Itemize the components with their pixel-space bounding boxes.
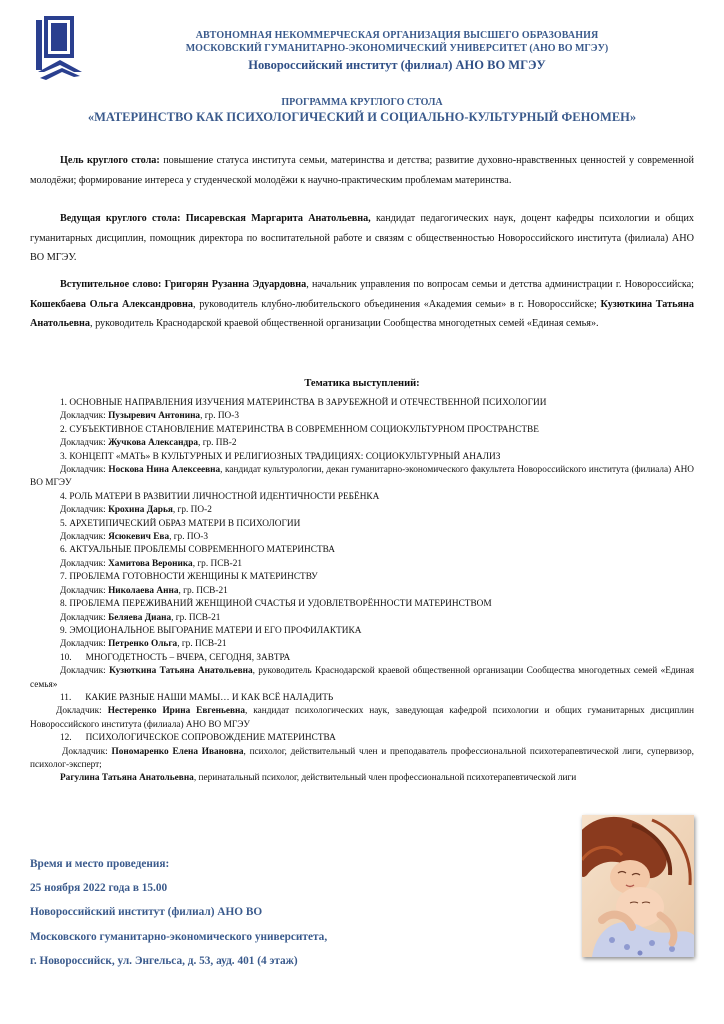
intro-text-3: , руководитель Краснодарской краевой общественной организации Сообщества многодетных семей «Единая семья». (89, 318, 599, 329)
topics-list (30, 397, 694, 786)
goal-paragraph (30, 151, 694, 190)
topic-title: 1. ОСНОВНЫЕ НАПРАВЛЕНИЯ ИЗУЧЕНИЯ МАТЕРИНСТВА В ЗАРУБЕЖНОЙ И ОТЕЧЕСТВЕННОЙ ПСИХОЛОГИИ (60, 398, 547, 408)
intro-paragraph (30, 275, 694, 334)
topic-speaker: Докладчик: Нестеренко Ирина Евгеньевна, кандидат психологических наук, заведующая кафедрой психологии и общих гуманитарных дисциплин Новороссийского института (филиала) АНО ВО МГЭУ (30, 706, 694, 730)
goal-text: повышение статуса института семьи, материнства и детства; развитие духовно-нравственных ценностей у современной молодёжи; формирование интереса у студенческой молодёжи к научно-практическим проблемам материнства. (30, 155, 694, 186)
intro-speaker-3: Кузюткина Татьяна Анатольевна (30, 298, 695, 329)
event-address: г. Новороссийск, ул. Энгельса, д. 53, ауд. 401 (4 этаж) (30, 954, 298, 967)
goal-label: Цель круглого стола: (60, 155, 160, 166)
topic-speaker-2: Рагулина Татьяна Анатольевна, перинатальный психолог, действительный член профессиональной психотерапевтической лиги (60, 773, 577, 784)
org-name-line-2: МОСКОВСКИЙ ГУМАНИТАРНО-ЭКОНОМИЧЕСКИЙ УНИВЕРСИТЕТ (АНО ВО МГЭУ) (185, 43, 609, 54)
mother-child-painting (582, 815, 694, 957)
topic-speaker: Докладчик: Хамитова Вероника, гр. ПСВ-21 (60, 558, 242, 569)
topic-title: 12. ПСИХОЛОГИЧЕСКОЕ СОПРОВОЖДЕНИЕ МАТЕРИНСТВА (60, 733, 336, 744)
topic-title: 8. ПРОБЛЕМА ПЕРЕЖИВАНИЙ ЖЕНЩИНОЙ СЧАСТЬЯ И УДОВЛЕТВОРЁННОСТИ МАТЕРИНСТВОМ (60, 599, 492, 610)
topic-speaker: Докладчик: Пузыревич Антонина, гр. ПО-3 (60, 411, 240, 422)
event-date: 25 ноября 2022 года в 15.00 (30, 882, 168, 895)
topic-title: 5. АРХЕТИПИЧЕСКИЙ ОБРАЗ МАТЕРИ В ПСИХОЛОГИИ (60, 518, 301, 529)
event-details (30, 852, 327, 973)
topic-title: 2. СУБЪЕКТИВНОЕ СТАНОВЛЕНИЕ МАТЕРИНСТВА В СОВРЕМЕННОМ СОЦИОКУЛЬТУРНОМ ПРОСТРАНСТВЕ (60, 424, 539, 435)
topic-speaker: Докладчик: Ясюкевич Ева, гр. ПО-3 (60, 532, 209, 543)
intro-speaker-1: Григорян Рузанна Эдуардовна (164, 279, 307, 290)
topic-title: 11. КАКИЕ РАЗНЫЕ НАШИ МАМЫ… И КАК ВСЁ НАЛАДИТЬ (60, 692, 334, 703)
intro-text-2: , руководитель клубно-любительского объединения «Академия семьи» в г. Новороссийске; (193, 298, 601, 310)
topic-title: 4. РОЛЬ МАТЕРИ В РАЗВИТИИ ЛИЧНОСТНОЙ ИДЕНТИЧНОСТИ РЕБЁНКА (60, 491, 380, 502)
intro-label: Вступительное слово: (60, 279, 162, 290)
topic-speaker: Докладчик: Пономаренко Елена Ивановна, психолог, действительный член и преподаватель профессиональной психотерапевтической лиги, супервизор, психолог-эксперт; (30, 746, 695, 770)
host-label: Ведущая круглого стола: Писаревская Маргарита Анатольевна, (60, 213, 371, 224)
topic-speaker: Докладчик: Крохина Дарья, гр. ПО-2 (60, 505, 212, 516)
topic-title: 7. ПРОБЛЕМА ГОТОВНОСТИ ЖЕНЩИНЫ К МАТЕРИНСТВУ (60, 572, 318, 583)
topic-title: 6. АКТУАЛЬНЫЕ ПРОБЛЕМЫ СОВРЕМЕННОГО МАТЕРИНСТВА (60, 545, 335, 556)
program-title: ПРОГРАММА КРУГЛОГО СТОЛА (281, 97, 443, 108)
topic-speaker: Докладчик: Николаева Анна, гр. ПСВ-21 (60, 585, 228, 596)
topic-speaker: Докладчик: Кузюткина Татьяна Анатольевна, руководитель Краснодарской краевой общественной организации Сообщества многодетных семей «Единая семья» (30, 666, 694, 690)
event-venue-line-1: Новороссийский институт (филиал) АНО ВО (30, 906, 263, 919)
topic-title: 3. КОНЦЕПТ «МАТЬ» В КУЛЬТУРНЫХ И РЕЛИГИОЗНЫХ ТРАДИЦИЯХ: СОЦИОКУЛЬТУРНЫЙ АНАЛИЗ (60, 451, 501, 462)
topic-speaker: Докладчик: Носкова Нина Алексеевна, кандидат культурологии, декан гуманитарно-экономического факультета Новороссийского института (филиала) АНО ВО МГЭУ (30, 465, 695, 489)
host-text: кандидат педагогических наук, доцент кафедры психологии и общих гуманитарных дисциплин, помощник директора по воспитательной работе и связям с общественностью Новороссийского института (филиала) АНО ВО МГЭУ. (30, 213, 694, 263)
institute-name: Новороссийский институт (филиал) АНО ВО МГЭУ (248, 58, 546, 72)
topic-speaker: Докладчик: Петренко Ольга, гр. ПСВ-21 (60, 639, 227, 650)
event-venue-line-2: Московского гуманитарно-экономического университета, (30, 930, 328, 943)
topic-title: 10. МНОГОДЕТНОСТЬ – ВЧЕРА, СЕГОДНЯ, ЗАВТРА (60, 652, 291, 663)
intro-speaker-2: Кошекбаева Ольга Александровна (30, 298, 194, 310)
program-subject: «МАТЕРИНСТВО КАК ПСИХОЛОГИЧЕСКИЙ И СОЦИАЛЬНО-КУЛЬТУРНЫЙ ФЕНОМЕН» (87, 110, 637, 124)
host-paragraph (30, 209, 694, 268)
event-heading: Время и место проведения: (30, 858, 170, 870)
topic-speaker: Докладчик: Жучкова Александра, гр. ПВ-2 (60, 438, 237, 449)
topic-speaker: Докладчик: Беляева Диана, гр. ПСВ-21 (60, 612, 221, 623)
org-name-line-1: АВТОНОМНАЯ НЕКОММЕРЧЕСКАЯ ОРГАНИЗАЦИЯ ВЫСШЕГО ОБРАЗОВАНИЯ (195, 30, 599, 41)
intro-text-1: , начальник управления по вопросам семьи и детства администрации г. Новороссийска; (306, 279, 695, 290)
university-logo (30, 14, 84, 84)
topic-title: 9. ЭМОЦИОНАЛЬНОЕ ВЫГОРАНИЕ МАТЕРИ И ЕГО ПРОФИЛАКТИКА (60, 625, 362, 636)
topics-heading: Тематика выступлений: (304, 378, 420, 389)
